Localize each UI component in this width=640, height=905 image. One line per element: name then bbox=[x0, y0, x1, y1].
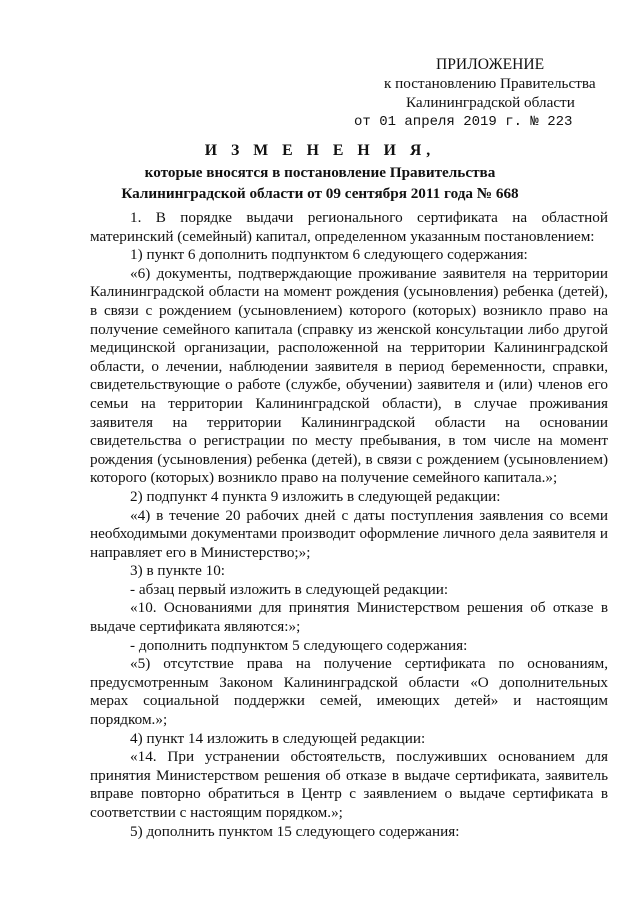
paragraph: «6) документы, подтверждающие проживание заявителя на территории Калининградской области на момент рождения (усыновления) ребенка (детей), в связи с рождением (усыновлением) которого (которых) возникло право на получение семейного капитала (справку из женской консультации либо другой медицинской организации, расположенной на территории Калининградской области, о лечении, наблюдении заявителя в период беременности, справки, свидетельствующие о работе (службе, обучении) заявителя и (или) членов его семьи на территории Калининградской области), в случае проживания заявителя на территории Калининградской области на основании свидетельства о регистрации по месту пребывания, в том числе на момент рождения (усыновления) ребенка (детей), в связи с рождением (усыновлением) которого (которых) возникло право на получение семейного капитала.»; bbox=[90, 264, 608, 487]
paragraph: - абзац первый изложить в следующей редакции: bbox=[130, 580, 449, 598]
heading-subtitle-2: Калининградской области от 09 сентября 2011 года № 668 bbox=[121, 185, 519, 202]
paragraph: «5) отсутствие права на получение сертификата по основаниям, предусмотренным Законом Калининградской области «О дополнительных мерах социальной поддержки семей, имеющих детей» и настоящим порядком.»; bbox=[90, 655, 608, 729]
appendix-line-date-number: от 01 апреля 2019 г. № 223 bbox=[354, 114, 573, 130]
appendix-title: ПРИЛОЖЕНИЕ bbox=[436, 56, 545, 73]
paragraph: - дополнить подпунктом 5 следующего содержания: bbox=[130, 636, 468, 654]
appendix-block bbox=[354, 56, 604, 132]
paragraph: 3) в пункте 10: bbox=[130, 562, 226, 580]
paragraph: 4) пункт 14 изложить в следующей редакции: bbox=[130, 729, 426, 747]
paragraph: 5) дополнить пунктом 15 следующего содержания: bbox=[130, 822, 460, 840]
heading-subtitle-1: которые вносятся в постановление Правительства bbox=[144, 164, 496, 181]
paragraph: «4) в течение 20 рабочих дней с даты поступления заявления со всеми необходимыми документами производит оформление личного дела заявителя и направляет его в Министерство;»; bbox=[90, 506, 608, 561]
appendix-line-region: Калининградской области bbox=[406, 94, 575, 111]
paragraph: «14. При устранении обстоятельств, послуживших основанием для принятия Министерством решения об отказе в выдаче сертификата, заявитель вправе повторно обратиться в Центр с заявлением о выдаче сертификата в соответствии с настоящим порядком.»; bbox=[90, 748, 608, 821]
paragraph: «10. Основаниями для принятия Министерством решения об отказе в выдаче сертификата являются:»; bbox=[90, 599, 608, 636]
paragraph: 1. В порядке выдачи регионального сертификата на областной материнский (семейный) капитал, определенном указанным постановлением: bbox=[90, 209, 608, 245]
document-body bbox=[90, 209, 608, 841]
paragraph: 1) пункт 6 дополнить подпунктом 6 следующего содержания: bbox=[130, 246, 528, 264]
paragraph: 2) подпункт 4 пункта 9 изложить в следующей редакции: bbox=[130, 487, 501, 505]
heading-title: И З М Е Н Е Н И Я, bbox=[204, 142, 436, 159]
appendix-line-decree: к постановлению Правительства bbox=[384, 75, 596, 92]
document-heading bbox=[40, 142, 600, 206]
